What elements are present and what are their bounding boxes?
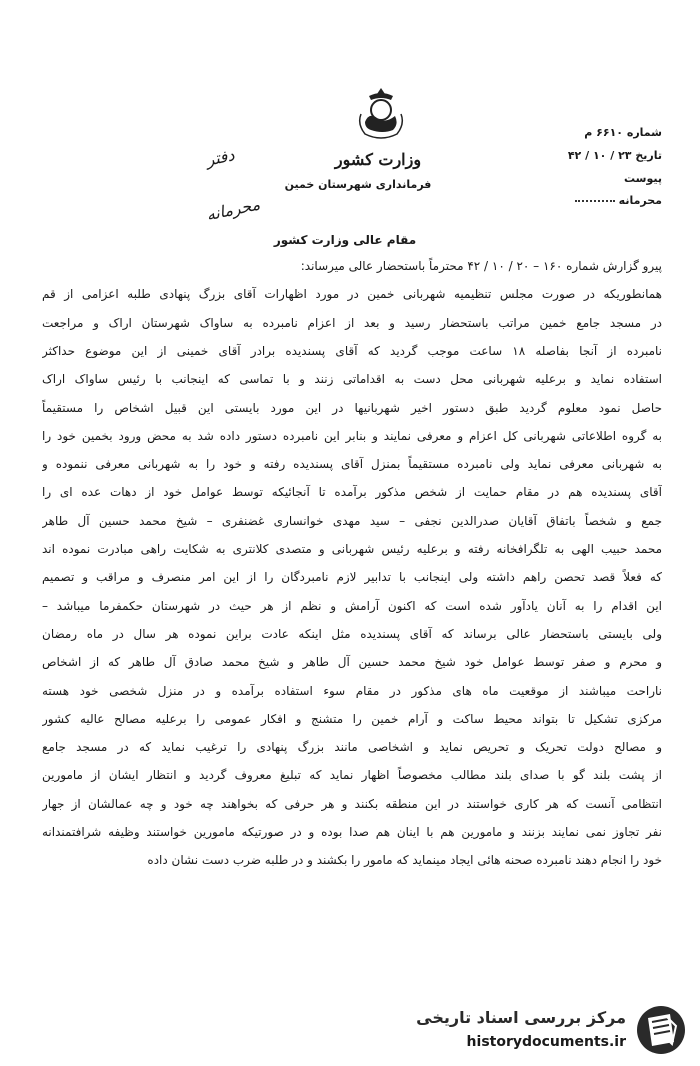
- body-line: ولی بایستی باستحضار عالی برساند که آقای پسندیده مثل اینکه عادت براین نموده هر سال در ماه رمضان: [42, 626, 662, 641]
- body-line: و مصالح دولت تحریک و تحریص نماید و اشخاصی مانند بزرگ پنهادی را ترغیب نماید که در مسجد جامع: [42, 740, 662, 755]
- ministry-name: وزارت کشور: [334, 150, 422, 169]
- body-line: از پشت بلند گو با صدای بلند مطالب مخصوصاً اظهار نماید که تبلیغ معروف گردید و انتظار ایشان از مامورین: [42, 768, 662, 783]
- office-name: فرمانداری شهرستان خمین: [284, 178, 432, 191]
- body-line: محمد حبیب الهی به تلگرافخانه رفته و برعلیه رئیس شهربانی و متصدی کلانتری به شکایت راهی مبادرت نموده اند: [42, 542, 662, 556]
- letter-date: تاریخ ۲۳ / ۱۰ / ۴۲: [567, 149, 662, 162]
- body-line: و محرم و صفر توسط عوامل خود شیخ محمد حسین آل طاهر و شیخ محمد صادق آل طاهر که از اشخاص: [42, 655, 662, 670]
- body-line: این اقدام را به آنان یادآور شده است که اکنون آرامش و نظم از هر حیث در شهرستان حکمفرما میباشد –: [42, 598, 662, 613]
- body-line: نامبرده از آنجا بفاصله ۱۸ ساعت موجب گردید که آقای پسندیده برادر آقای خمینی از این موضوع حداکثر: [42, 343, 662, 358]
- archive-logo-icon: [636, 1004, 686, 1056]
- letter-attachment: پیوست: [624, 172, 662, 185]
- body-line: مرکزی تشکیل تا بتواند محیط ساکت و آرام خمین را متشنج و افکار عمومی را برعلیه مصالح عالیه کشور: [42, 711, 662, 726]
- body-line: حاصل نمود معلوم گردید طبق دستور اخیر شهربانیها در این مورد بایستی این قبیل اشخاص را مستقیماً: [42, 400, 662, 415]
- body-line: در مسجد جامع خمین مراتب باستحضار رسید و بعد از اعزام نامبرده به ساواک شهرستان اراک و مراجعت: [42, 315, 662, 330]
- body-line: آقای پسندیده هم در مقام حمایت از شخص مذکور برآمده تا آنجائیکه توسط عوامل خود از دهات عده ای را: [42, 485, 662, 500]
- body-line: که فعلاً قصد تحصن راهم داشته ولی اینجانب با تدابیر لازم نامبردگان را از این امر منصرف و مراقب و تصمیم: [42, 570, 662, 585]
- handwritten-note: محرمانه: [204, 194, 262, 225]
- body-line: به شهربانی معرفی نماید ولی نامبرده مستقیماً بمنزل آقای پسندیده رفته و خود را به شهربانی معرفی ننموده و: [42, 457, 662, 472]
- archive-watermark: [400, 1000, 690, 1062]
- body-line: استفاده نماید و برعلیه شهربانی محل دست به اقداماتی زنند و با تماسی که اینجانب با رئیس ساواک اراک: [42, 372, 662, 387]
- classification-label: محرمانه: [575, 194, 662, 207]
- salutation: مقام عالی وزارت کشور: [273, 233, 417, 247]
- lion-and-sun-emblem: [355, 84, 407, 142]
- body-line: به گروه اطلاعاتی شهربانی کل اعزام و معرفی نمایند و بنابر این نامبرده دستور داده شد به محض ورود بخمین خود را: [42, 428, 662, 443]
- body-line: جمع و شخصاً باتفاق آقایان صدرالدین نجفی – سید مهدی خوانساری غضنفری – شیخ محمد حسین آل طاهر: [42, 513, 662, 528]
- archive-name: مرکز بررسی اسناد تاریخی: [416, 1008, 626, 1027]
- body-line: پیرو گزارش شماره ۱۶۰ – ۲۰ / ۱۰ / ۴۲ محترماً باستحضار عالی میرساند:: [300, 259, 662, 273]
- body-line: خود را انجام دهند نامبرده صحنه هائی ایجاد مینماید که مامور را بکشند و در طلبه ضرب دست نشان داده: [147, 853, 662, 868]
- letter-number: شماره ۶۶۱۰ م: [584, 126, 662, 139]
- archive-url: historydocuments.ir: [466, 1034, 626, 1050]
- handwritten-note: دفتر: [204, 145, 237, 170]
- body-line: ناراحت میباشند از موقعیت ماه های مذکور در مقام سوء استفاده برآمده و در منزل شخصی خود هسته: [42, 683, 662, 698]
- body-line: انتظامی آنست که هر کاری خواستند در این منطقه بکنند و هر حرفی که بخواهند چه خود و چه عمالشان از جهار: [42, 796, 662, 811]
- body-line: همانطوریکه در صورت مجلس تنظیمیه شهربانی خمین در مورد اظهارات آقای بزرگ پنهادی طلبه اعزامی از قم: [42, 287, 662, 302]
- body-line: نفر تجاوز نمی نمایند بزنند و مامورین هم با اینان هم صدا بوده و در صورتیکه مامورین خواستند وظیفه شرافتمندانه: [42, 825, 662, 839]
